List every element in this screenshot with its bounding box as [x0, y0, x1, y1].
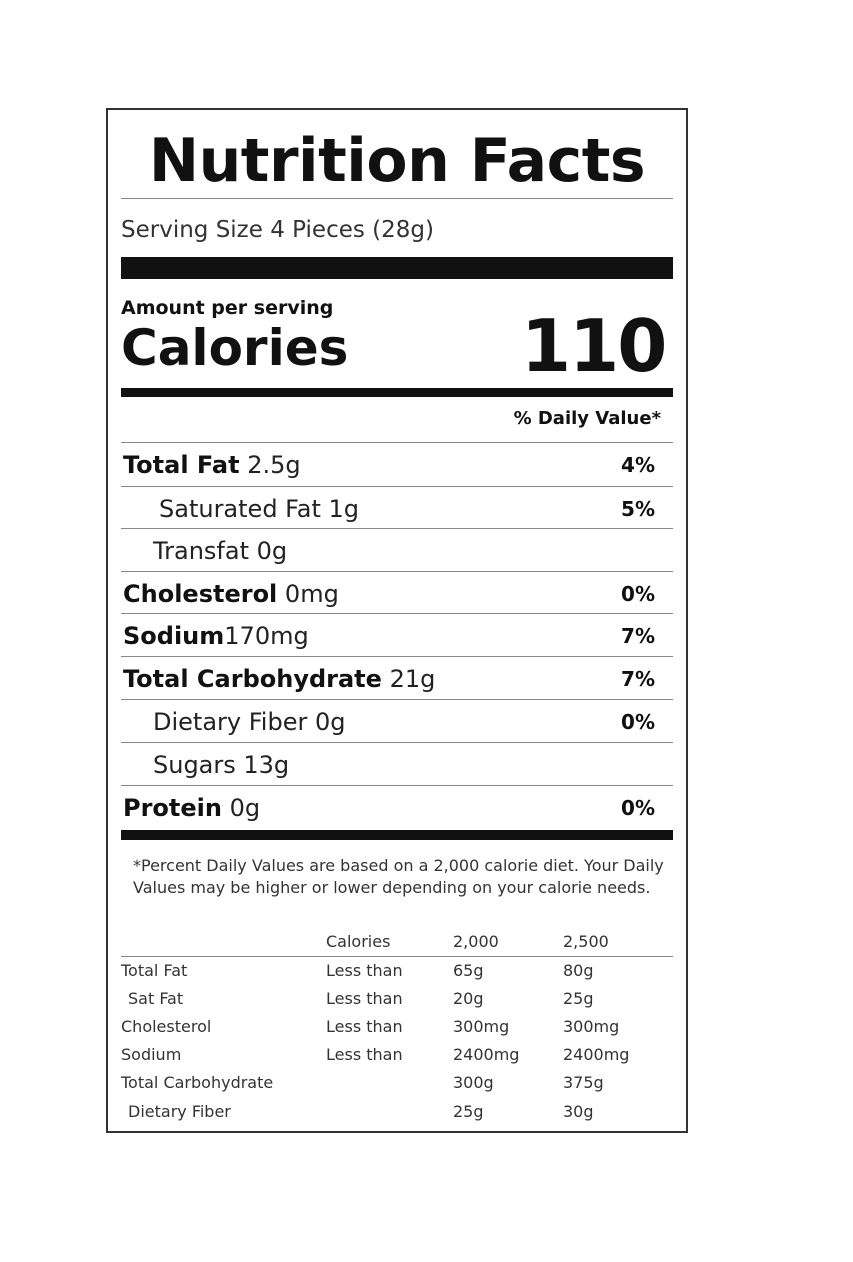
nutrient-amount: 2.5g — [247, 451, 301, 479]
table-cell: Sodium — [121, 1045, 182, 1064]
nutrient-row-sodium — [121, 614, 673, 656]
nutrient-amount: 21g — [389, 665, 436, 693]
calories-value: 110 — [521, 304, 666, 388]
nutrient-daily-value: 5% — [621, 497, 655, 521]
nutrient-row-dietary-fiber — [121, 700, 673, 742]
nutrient-daily-value: 0% — [621, 796, 655, 820]
nutrient-daily-value: 0% — [621, 710, 655, 734]
nutrient-label: Total Carbohydrate — [123, 665, 382, 693]
nutrient-name — [123, 449, 301, 481]
table-cell: Total Fat — [121, 961, 188, 980]
table-cell: Dietary Fiber — [128, 1102, 231, 1121]
table-row — [121, 1041, 673, 1069]
table-cell: 30g — [563, 1102, 594, 1121]
serving-size: Serving Size 4 Pieces (28g) — [121, 217, 434, 243]
table-cell: 25g — [453, 1102, 484, 1121]
thick-divider — [121, 257, 673, 279]
nutrient-row-saturated-fat — [121, 487, 673, 529]
table-header-cell: Calories — [326, 932, 391, 951]
nutrient-row-sugars — [121, 743, 673, 785]
nutrient-row-cholesterol — [121, 572, 673, 614]
nutrient-name: Transfat 0g — [153, 537, 288, 565]
nutrient-name: Dietary Fiber 0g — [153, 708, 346, 736]
table-row — [121, 1013, 673, 1041]
nutrient-name — [123, 578, 339, 610]
nutrient-daily-value: 0% — [621, 582, 655, 606]
nutrient-daily-value: 7% — [621, 624, 655, 648]
nutrient-name: Saturated Fat 1g — [159, 495, 360, 523]
table-cell: Cholesterol — [121, 1017, 212, 1036]
table-cell: Sat Fat — [128, 989, 184, 1008]
medium-divider — [121, 830, 673, 840]
daily-value-header: % Daily Value* — [513, 408, 661, 429]
amount-per-serving: Amount per serving — [121, 297, 334, 319]
nutrient-daily-value: 7% — [621, 667, 655, 691]
table-cell: 25g — [563, 989, 594, 1008]
nutrient-row-transfat — [121, 529, 673, 571]
nutrient-amount: 0mg — [284, 580, 339, 608]
nutrient-amount: 170mg — [224, 622, 309, 650]
table-header-row — [121, 928, 673, 956]
nutrient-daily-value: 4% — [621, 453, 655, 477]
table-cell: Total Carbohydrate — [121, 1073, 274, 1092]
table-cell: Less than — [326, 1045, 403, 1064]
nutrient-name — [123, 792, 260, 824]
nutrient-label: Protein — [123, 794, 222, 822]
medium-divider — [121, 388, 673, 397]
nutrient-row-total-carbohydrate — [121, 657, 673, 699]
table-cell: 375g — [563, 1073, 604, 1092]
nutrient-name — [123, 663, 435, 695]
table-header-cell: 2,500 — [563, 932, 609, 951]
table-cell: Less than — [326, 989, 403, 1008]
nutrient-name — [123, 620, 309, 652]
table-cell: 65g — [453, 961, 484, 980]
nutrition-label — [106, 108, 688, 1133]
nutrient-row-protein — [121, 786, 673, 828]
label-title: Nutrition Facts — [148, 126, 646, 196]
table-header-cell: 2,000 — [453, 932, 499, 951]
divider — [121, 198, 673, 199]
calories-label: Calories — [121, 319, 349, 377]
table-cell: 300mg — [563, 1017, 620, 1036]
table-cell: 300g — [453, 1073, 494, 1092]
nutrient-name: Sugars 13g — [153, 751, 290, 779]
daily-value-footnote: *Percent Daily Values are based on a 2,000 calorie diet. Your Daily Values may be higher or lower depending on your calorie needs. — [133, 856, 664, 897]
nutrient-label: Cholesterol — [123, 580, 278, 608]
nutrient-row-total-fat — [121, 443, 673, 485]
nutrient-label: Sodium — [123, 622, 225, 650]
table-row — [121, 1098, 673, 1126]
table-cell: Less than — [326, 961, 403, 980]
table-row — [121, 957, 673, 985]
nutrient-amount: 0g — [229, 794, 261, 822]
table-cell: 80g — [563, 961, 594, 980]
table-cell: 2400mg — [563, 1045, 630, 1064]
table-row — [121, 985, 673, 1013]
nutrient-label: Total Fat — [123, 451, 240, 479]
table-row — [121, 1069, 673, 1097]
table-cell: 2400mg — [453, 1045, 520, 1064]
table-cell: Less than — [326, 1017, 403, 1036]
table-cell: 300mg — [453, 1017, 510, 1036]
table-cell: 20g — [453, 989, 484, 1008]
nutrition-label-inner — [121, 110, 673, 1131]
